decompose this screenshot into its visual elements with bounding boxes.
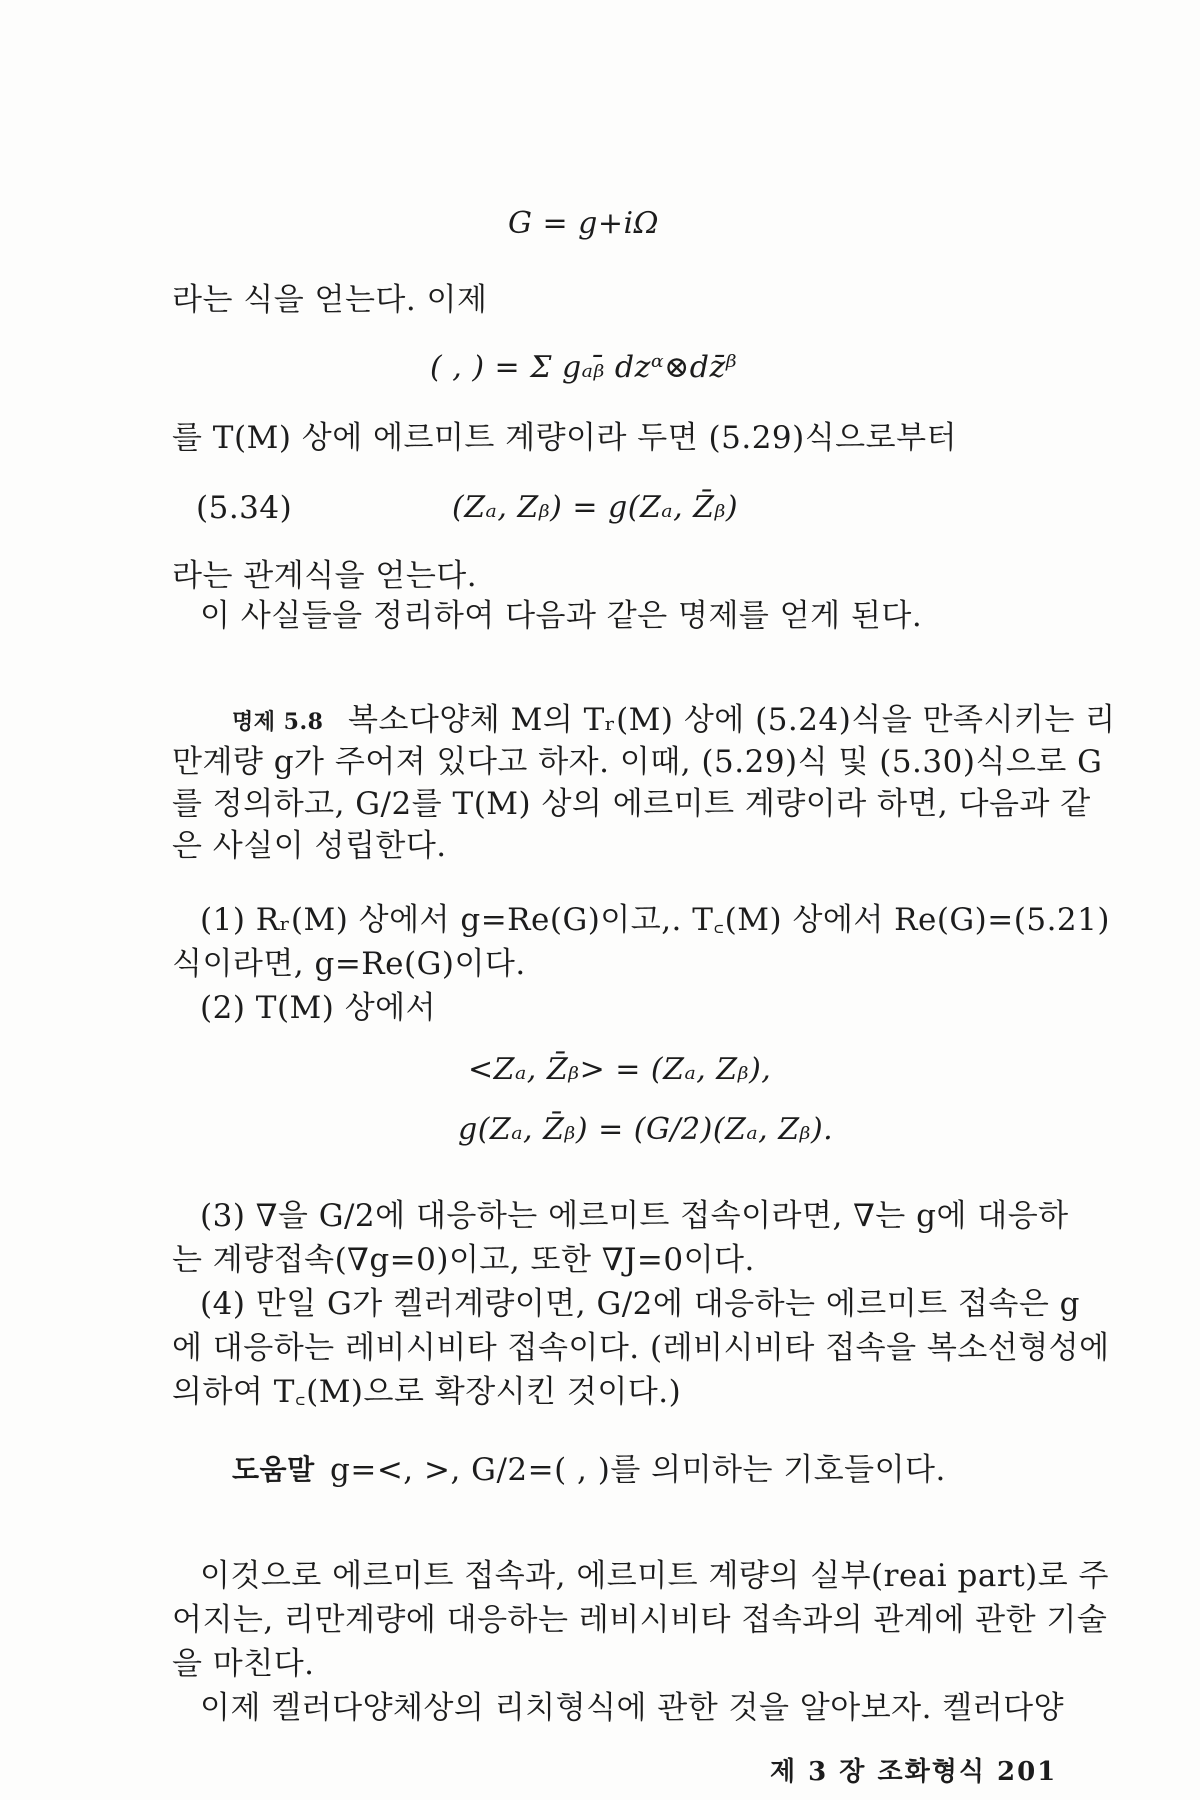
item-3-cont: 는 계량접속(∇g=0)이고, 또한 ∇J=0이다.	[172, 1242, 755, 1278]
item-4: (4) 만일 G가 켈러계량이면, G/2에 대응하는 에르미트 접속은 g	[200, 1286, 1081, 1322]
proposition-text: 만계량 g가 주어져 있다고 하자. 이때, (5.29)식 및 (5.30)식으로 G	[172, 744, 1103, 780]
page-footer: 제 3 장 조화형식 201	[770, 1757, 1058, 1787]
item-2: (2) T(M) 상에서	[200, 990, 437, 1026]
equation-hermitian-metric: ( , ) = Σ gₐᵦ̄ dzᵅ⊗dz̄ᵝ	[430, 350, 738, 385]
proposition-text: 복소다양체 M의 Tᵣ(M) 상에 (5.24)식을 만족시키는 리	[348, 702, 1116, 738]
item-4-cont: 에 대응하는 레비시비타 접속이다. (레비시비타 접속을 복소선형성에	[172, 1330, 1110, 1366]
item-4-cont: 의하여 T꜀(M)으로 확장시킨 것이다.)	[172, 1374, 682, 1410]
equation-number: (5.34)	[196, 490, 293, 526]
item-1-cont: 식이라면, g=Re(G)이다.	[172, 946, 526, 982]
item-3: (3) ∇을 G/2에 대응하는 에르미트 접속이라면, ∇는 g에 대응하	[200, 1198, 1069, 1234]
body-text: 이제 켈러다양체상의 리치형식에 관한 것을 알아보자. 켈러다양	[200, 1690, 1065, 1726]
text-line: 이 사실들을 정리하여 다음과 같은 명제를 얻게 된다.	[200, 598, 923, 634]
help-label: 도움말	[232, 1453, 315, 1486]
item-1: (1) Rᵣ(M) 상에서 g=Re(G)이고,. T꜀(M) 상에서 Re(G)=(5.21)	[200, 902, 1110, 938]
body-text: 어지는, 리만계량에 대응하는 레비시비타 접속과의 관계에 관한 기술	[172, 1602, 1108, 1638]
equation-metric-relation: g(Zₐ, Z̄ᵦ) = (G/2)(Zₐ, Zᵦ).	[458, 1112, 834, 1147]
proposition-label: 명제 5.8	[232, 709, 324, 735]
equation-g-plus-i-omega: G = g+iΩ	[508, 206, 659, 241]
text-line: 라는 관계식을 얻는다.	[172, 558, 478, 594]
equation-inner-product: <Zₐ, Z̄ᵦ> = (Zₐ, Zᵦ),	[468, 1052, 772, 1087]
body-text: 을 마친다.	[172, 1646, 315, 1682]
text-line: 를 T(M) 상에 에르미트 계량이라 두면 (5.29)식으로부터	[172, 420, 957, 456]
text-line: 라는 식을 얻는다. 이제	[172, 282, 488, 318]
proposition-text: 은 사실이 성립한다.	[172, 828, 447, 864]
equation-5-34: (Zₐ, Zᵦ) = g(Zₐ, Z̄ᵦ)	[452, 490, 739, 525]
proposition-text: 를 정의하고, G/2를 T(M) 상의 에르미트 계량이라 하면, 다음과 같	[172, 786, 1091, 822]
body-text: 이것으로 에르미트 접속과, 에르미트 계량의 실부(reai part)로 주	[200, 1558, 1109, 1594]
help-text: g=<, >, G/2=( , )를 의미하는 기호들이다.	[330, 1452, 946, 1488]
